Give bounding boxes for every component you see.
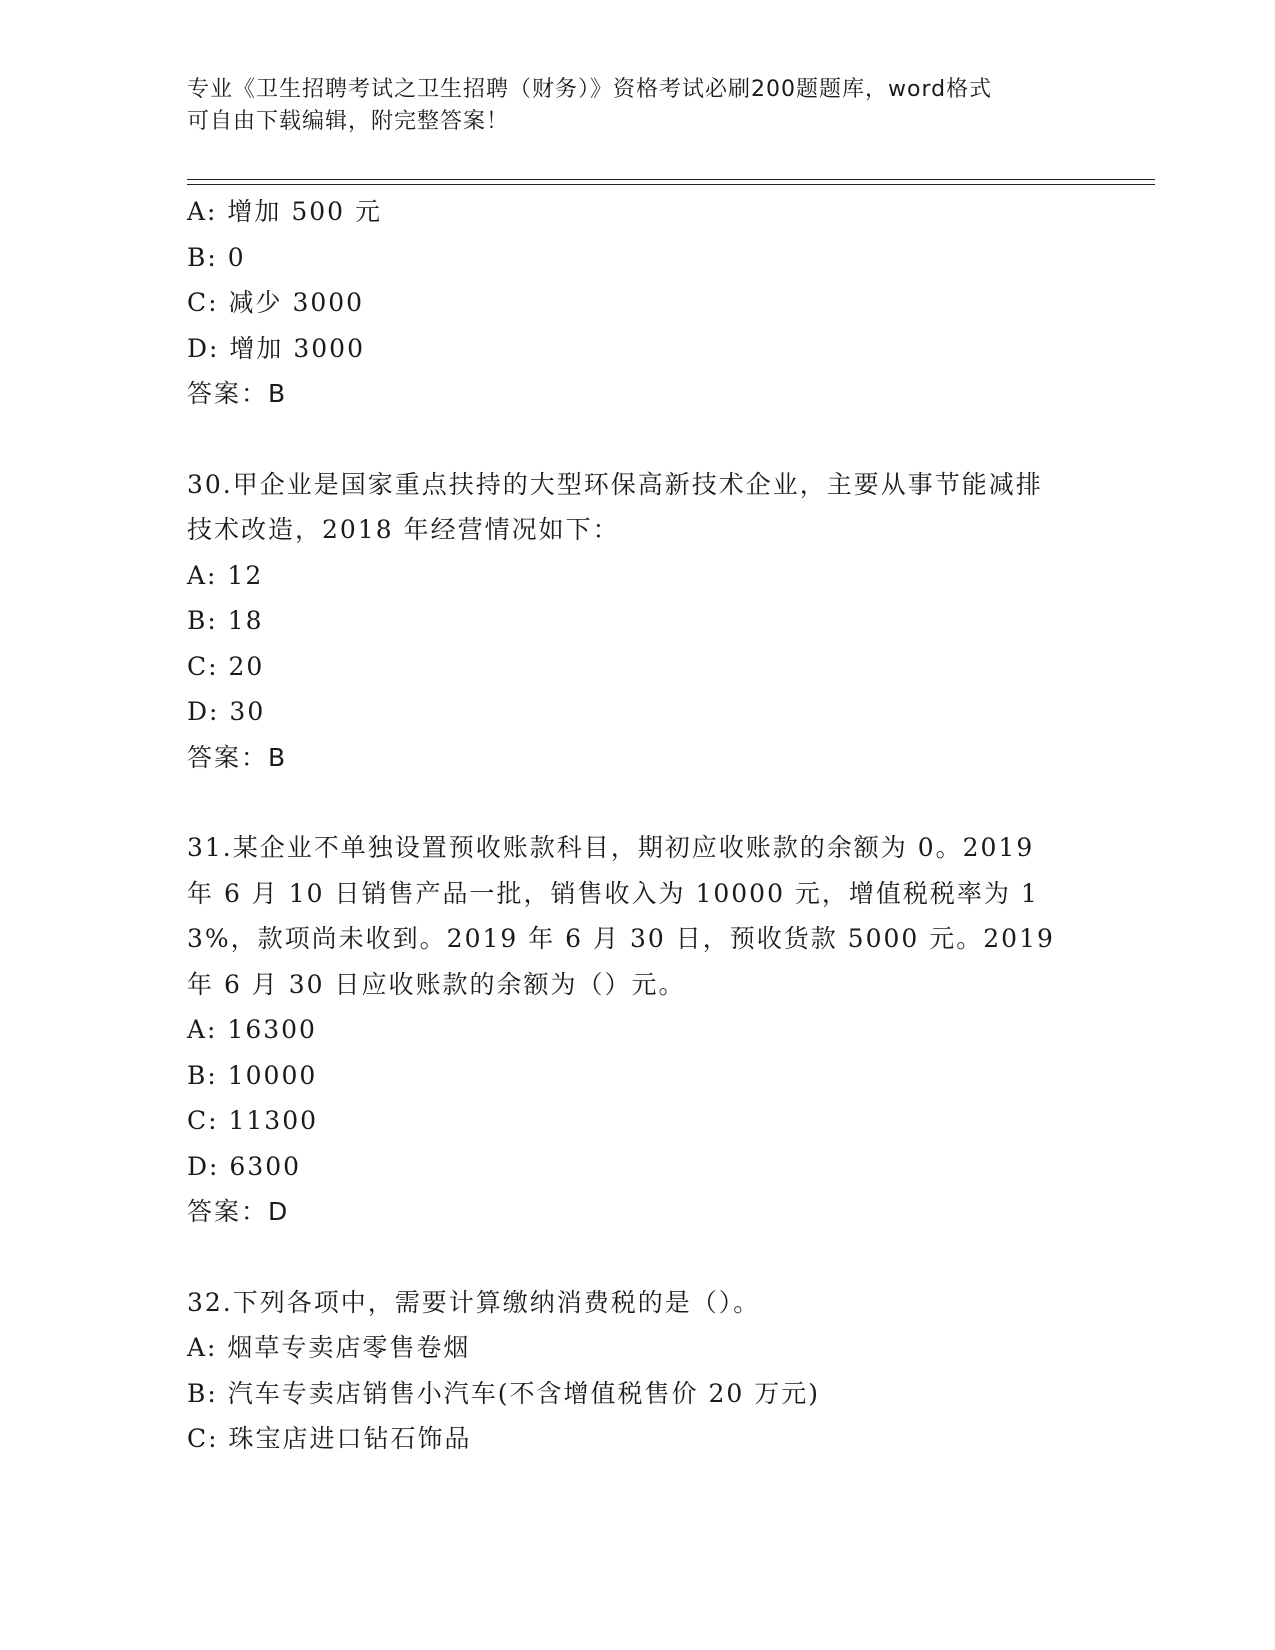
option-c: C: 减少 3000 — [187, 288, 365, 317]
question-text: 31.某企业不单独设置预收账款科目，期初应收账款的余额为 0。2019 年 6 月 10 日销售产品一批，销售收入为 10000 元，增值税税率为 13%，款项尚未收到。2019 年 6 月 30 日，预收货款 5000 元。2019 年 6 月 30 日应收账款的余额为（）元。 — [187, 833, 1055, 999]
answer-label: 答案：B — [187, 379, 288, 408]
spacer — [187, 417, 1067, 462]
header-title-line1: 专业《卫生招聘考试之卫生招聘（财务）》资格考试必刷200题题库，word格式 — [187, 77, 993, 102]
question-29 — [187, 189, 1067, 417]
answer-label: 答案：D — [187, 1197, 290, 1226]
document-body — [187, 189, 1067, 1462]
option-b: B: 10000 — [187, 1060, 318, 1090]
spacer — [187, 780, 1067, 825]
option-d: D: 6300 — [187, 1151, 302, 1181]
option-d: D: 增加 3000 — [187, 333, 365, 363]
option-b: B: 18 — [187, 606, 264, 635]
option-a: A: 16300 — [187, 1015, 317, 1044]
question-30 — [187, 462, 1067, 781]
option-c: C: 11300 — [187, 1106, 319, 1135]
option-a: A: 12 — [187, 560, 264, 590]
option-c: C: 珠宝店进口钻石饰品 — [187, 1424, 472, 1453]
option-a: A: 增加 500 元 — [187, 197, 383, 226]
spacer — [187, 1235, 1067, 1280]
header-title-line2: 可自由下载编辑，附完整答案！ — [187, 109, 510, 134]
question-31 — [187, 825, 1067, 1235]
question-text: 30.甲企业是国家重点扶持的大型环保高新技术企业，主要从事节能减排技术改造，2018 年经营情况如下： — [187, 469, 1043, 544]
document-header — [187, 74, 1087, 138]
header-divider-bottom — [187, 184, 1155, 185]
header-divider-top — [187, 179, 1155, 180]
answer-label: 答案：B — [187, 742, 288, 772]
option-b: B: 汽车专卖店销售小汽车(不含增值税售价 20 万元) — [187, 1378, 820, 1408]
option-b: B: 0 — [187, 242, 246, 272]
question-text: 32.下列各项中，需要计算缴纳消费税的是（）。 — [187, 1287, 761, 1317]
option-a: A: 烟草专卖店零售卷烟 — [187, 1333, 471, 1362]
option-d: D: 30 — [187, 697, 266, 726]
option-c: C: 20 — [187, 651, 265, 681]
question-32 — [187, 1280, 1067, 1462]
